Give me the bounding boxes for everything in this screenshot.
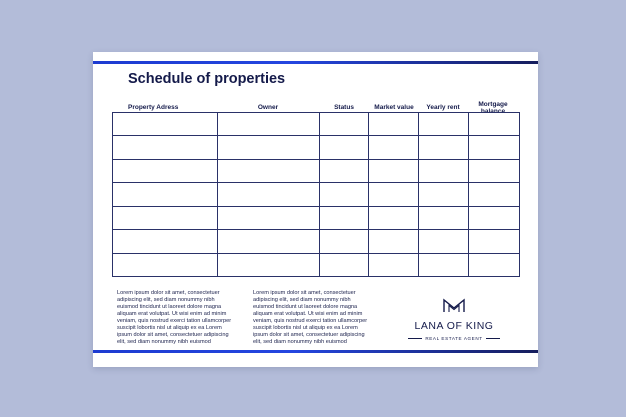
table-cell-market-value — [369, 230, 419, 253]
table-cell-property-address — [113, 136, 218, 159]
column-header-status: Status — [334, 104, 354, 112]
description-paragraph-right: Lorem ipsum dolor sit amet, consectetuer adipiscing elit, sed diam nonummy nibh euismod tincidunt ut laoreet dolore magna aliquam erat volutpat. Ut wisi enim ad minim veniam, quis nostrud exerci tation ullamcorper suscipit lobortis nisl ut aliquip ex ea Lorem ipsum dolor sit amet, consectetuer adipiscing elit, sed diam nonummy nibh euismod — [253, 290, 368, 345]
tagline-rule-right — [486, 338, 500, 339]
table-row — [113, 183, 520, 206]
table-cell-mortgage-balance — [469, 206, 520, 229]
page-title: Schedule of properties — [128, 71, 286, 87]
table-row — [113, 136, 520, 159]
table-cell-owner — [218, 230, 320, 253]
table-cell-yearly-rent — [419, 206, 469, 229]
table-cell-status — [320, 159, 369, 182]
table-cell-property-address — [113, 113, 218, 136]
table-cell-market-value — [369, 206, 419, 229]
m-monogram-icon — [442, 297, 466, 313]
table-cell-market-value — [369, 136, 419, 159]
table-cell-yearly-rent — [419, 230, 469, 253]
table-row — [113, 113, 520, 136]
column-header-market-value: Market value — [374, 104, 414, 112]
table-cell-property-address — [113, 183, 218, 206]
brand-name: LANA OF KING — [414, 320, 494, 332]
table-cell-property-address — [113, 159, 218, 182]
table-cell-market-value — [369, 253, 419, 276]
description-paragraph-left: Lorem ipsum dolor sit amet, consectetuer adipiscing elit, sed diam nonummy nibh euismod tincidunt ut laoreet dolore magna aliquam erat volutpat. Ut wisi enim ad minim veniam, quis nostrud exerci tation ullamcorper suscipit lobortis nisl ut aliquip ex ea Lorem ipsum dolor sit amet, consectetuer adipiscing elit, sed diam nonummy nibh euismod — [117, 290, 232, 345]
table-cell-market-value — [369, 183, 419, 206]
property-schedule-card — [93, 52, 538, 367]
table-cell-status — [320, 253, 369, 276]
column-header-mortgage-balance: Mortgage balance — [478, 100, 508, 115]
table-cell-owner — [218, 206, 320, 229]
table-cell-property-address — [113, 230, 218, 253]
table-cell-status — [320, 206, 369, 229]
table-row — [113, 159, 520, 182]
table-cell-owner — [218, 159, 320, 182]
bottom-accent-bar — [93, 350, 538, 353]
table-cell-property-address — [113, 253, 218, 276]
table-cell-mortgage-balance — [469, 183, 520, 206]
table-cell-market-value — [369, 159, 419, 182]
brand-tagline-row — [408, 334, 500, 342]
table-cell-market-value — [369, 113, 419, 136]
table-cell-yearly-rent — [419, 113, 469, 136]
table-cell-mortgage-balance — [469, 230, 520, 253]
table-cell-status — [320, 136, 369, 159]
table-cell-status — [320, 113, 369, 136]
table-cell-mortgage-balance — [469, 159, 520, 182]
table-cell-mortgage-balance — [469, 113, 520, 136]
property-table — [112, 112, 520, 277]
table-cell-owner — [218, 253, 320, 276]
column-header-property-address: Property Adress — [128, 104, 179, 112]
table-cell-owner — [218, 183, 320, 206]
table-row — [113, 230, 520, 253]
table-cell-yearly-rent — [419, 159, 469, 182]
table-cell-mortgage-balance — [469, 136, 520, 159]
table-row — [113, 253, 520, 276]
table-cell-owner — [218, 113, 320, 136]
table-cell-mortgage-balance — [469, 253, 520, 276]
table-row — [113, 206, 520, 229]
table-cell-yearly-rent — [419, 183, 469, 206]
tagline-rule-left — [408, 338, 422, 339]
table-cell-yearly-rent — [419, 136, 469, 159]
table-cell-property-address — [113, 206, 218, 229]
table-cell-yearly-rent — [419, 253, 469, 276]
top-accent-bar — [93, 61, 538, 64]
column-header-yearly-rent: Yearly rent — [426, 104, 460, 112]
brand-tagline: REAL ESTATE AGENT — [425, 335, 483, 341]
table-cell-owner — [218, 136, 320, 159]
table-cell-status — [320, 183, 369, 206]
table-cell-status — [320, 230, 369, 253]
column-header-owner: Owner — [257, 104, 279, 112]
